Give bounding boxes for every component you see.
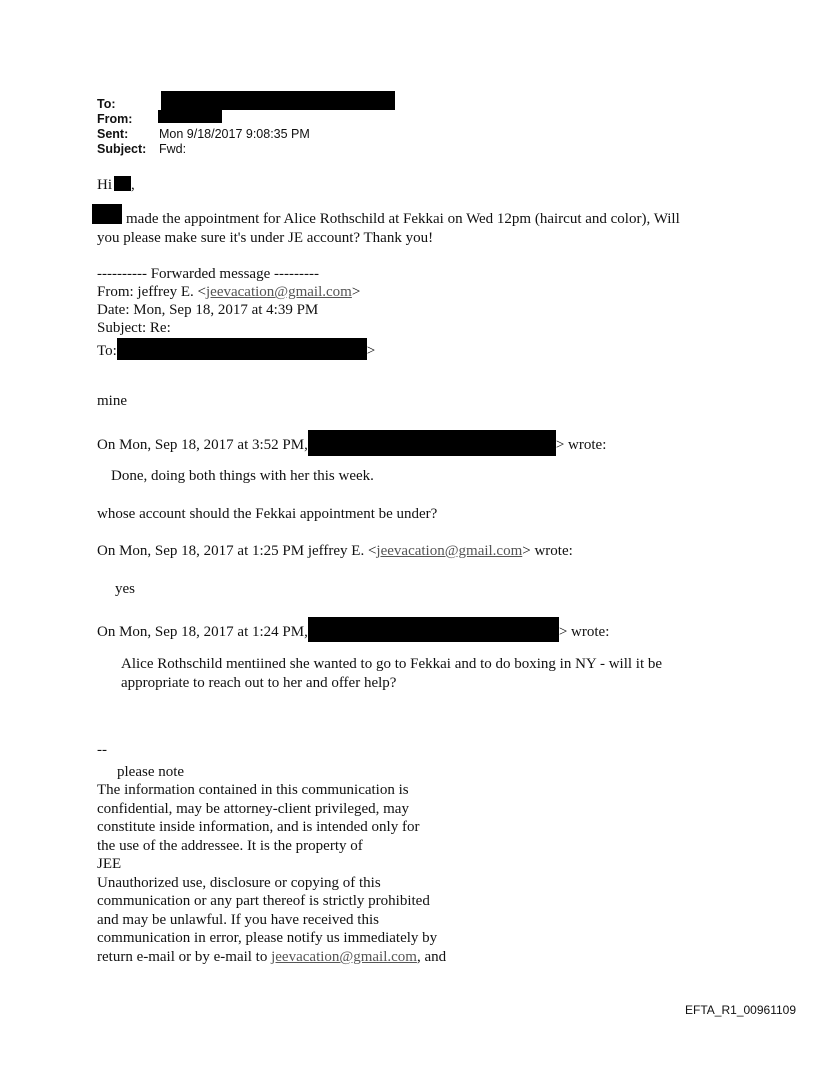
disclaimer-line <box>97 948 446 966</box>
disclaimer-text: , and <box>416 949 447 965</box>
disclaimer-line: communication or any part thereof is strictly prohibited <box>97 893 430 909</box>
disclaimer-text: return e-mail or by e-mail to <box>97 949 272 965</box>
quote-header-suffix: > wrote: <box>522 543 573 559</box>
redaction-body <box>92 204 122 224</box>
quote-header <box>97 617 609 642</box>
email-link[interactable]: jeevacation@gmail.com <box>271 949 417 965</box>
greeting <box>97 176 135 194</box>
quote-text: Alice Rothschild mentiined she wanted to go to Fekkai and to do boxing in NY - will it be <box>121 656 663 672</box>
subject-row <box>97 140 186 158</box>
redaction-to <box>161 91 395 110</box>
quote-header-suffix: > wrote: <box>558 624 610 640</box>
bracket: > <box>366 343 376 359</box>
redaction-quote1 <box>308 430 556 456</box>
disclaimer-line: the use of the addressee. It is the property of <box>97 838 363 854</box>
quote-text: yes <box>115 581 135 597</box>
redaction-from <box>158 110 222 123</box>
forward-from <box>97 283 360 301</box>
sent-label: Sent: <box>97 127 129 141</box>
quote-header-text: On Mon, Sep 18, 2017 at 3:52 PM, <box>97 437 308 453</box>
forward-to-label: To: <box>97 343 117 359</box>
forward-subject: Subject: Re: <box>97 320 171 336</box>
quote-header-text: On Mon, Sep 18, 2017 at 1:25 PM jeffrey E. < <box>97 543 377 559</box>
quote-text: Done, doing both things with her this week. <box>111 468 374 484</box>
email-link[interactable]: jeevacation@gmail.com <box>376 543 523 559</box>
signature-note: please note <box>117 764 185 780</box>
signature-dashes: -- <box>97 742 107 758</box>
disclaimer-line: constitute inside information, and is intended only for <box>97 819 420 835</box>
redaction-forward-to <box>117 338 367 360</box>
email-link[interactable]: jeevacation@gmail.com <box>206 284 352 300</box>
disclaimer-line: The information contained in this communication is <box>97 782 409 798</box>
to-label: To: <box>97 97 116 111</box>
forward-date: Date: Mon, Sep 18, 2017 at 4:39 PM <box>97 302 319 318</box>
quote-text: appropriate to reach out to her and offer help? <box>121 675 397 691</box>
redaction-quote3 <box>308 617 559 642</box>
greeting-comma: , <box>131 177 135 193</box>
quote-header-text: On Mon, Sep 18, 2017 at 1:24 PM, <box>97 624 308 640</box>
forward-from-text: From: jeffrey E. < <box>97 284 206 300</box>
quote-header-suffix: > wrote: <box>555 437 607 453</box>
reply-text: mine <box>97 393 127 409</box>
body-line: made the appointment for Alice Rothschild at Fekkai on Wed 12pm (haircut and color), Will <box>126 211 680 227</box>
reply-text: whose account should the Fekkai appointment be under? <box>97 506 438 522</box>
document-id: EFTA_R1_00961109 <box>685 1003 796 1017</box>
disclaimer-line: Unauthorized use, disclosure or copying of this <box>97 875 381 891</box>
forward-to <box>97 338 375 360</box>
disclaimer-line: communication in error, please notify us immediately by <box>97 930 438 946</box>
quote-header <box>97 542 573 560</box>
from-label: From: <box>97 112 133 126</box>
disclaimer-line: confidential, may be attorney-client privileged, may <box>97 801 409 817</box>
forward-separator: ---------- Forwarded message --------- <box>97 266 319 282</box>
subject-label: Subject: <box>97 142 147 156</box>
body-line: you please make sure it's under JE account? Thank you! <box>97 230 434 246</box>
sent-value: Mon 9/18/2017 9:08:35 PM <box>159 127 310 141</box>
redaction-greeting <box>114 176 131 191</box>
greeting-hi: Hi <box>97 177 112 193</box>
subject-value: Fwd: <box>159 142 187 156</box>
bracket: > <box>351 284 361 300</box>
quote-header <box>97 430 606 456</box>
disclaimer-line: and may be unlawful. If you have received this <box>97 912 379 928</box>
disclaimer-line: JEE <box>97 856 122 872</box>
